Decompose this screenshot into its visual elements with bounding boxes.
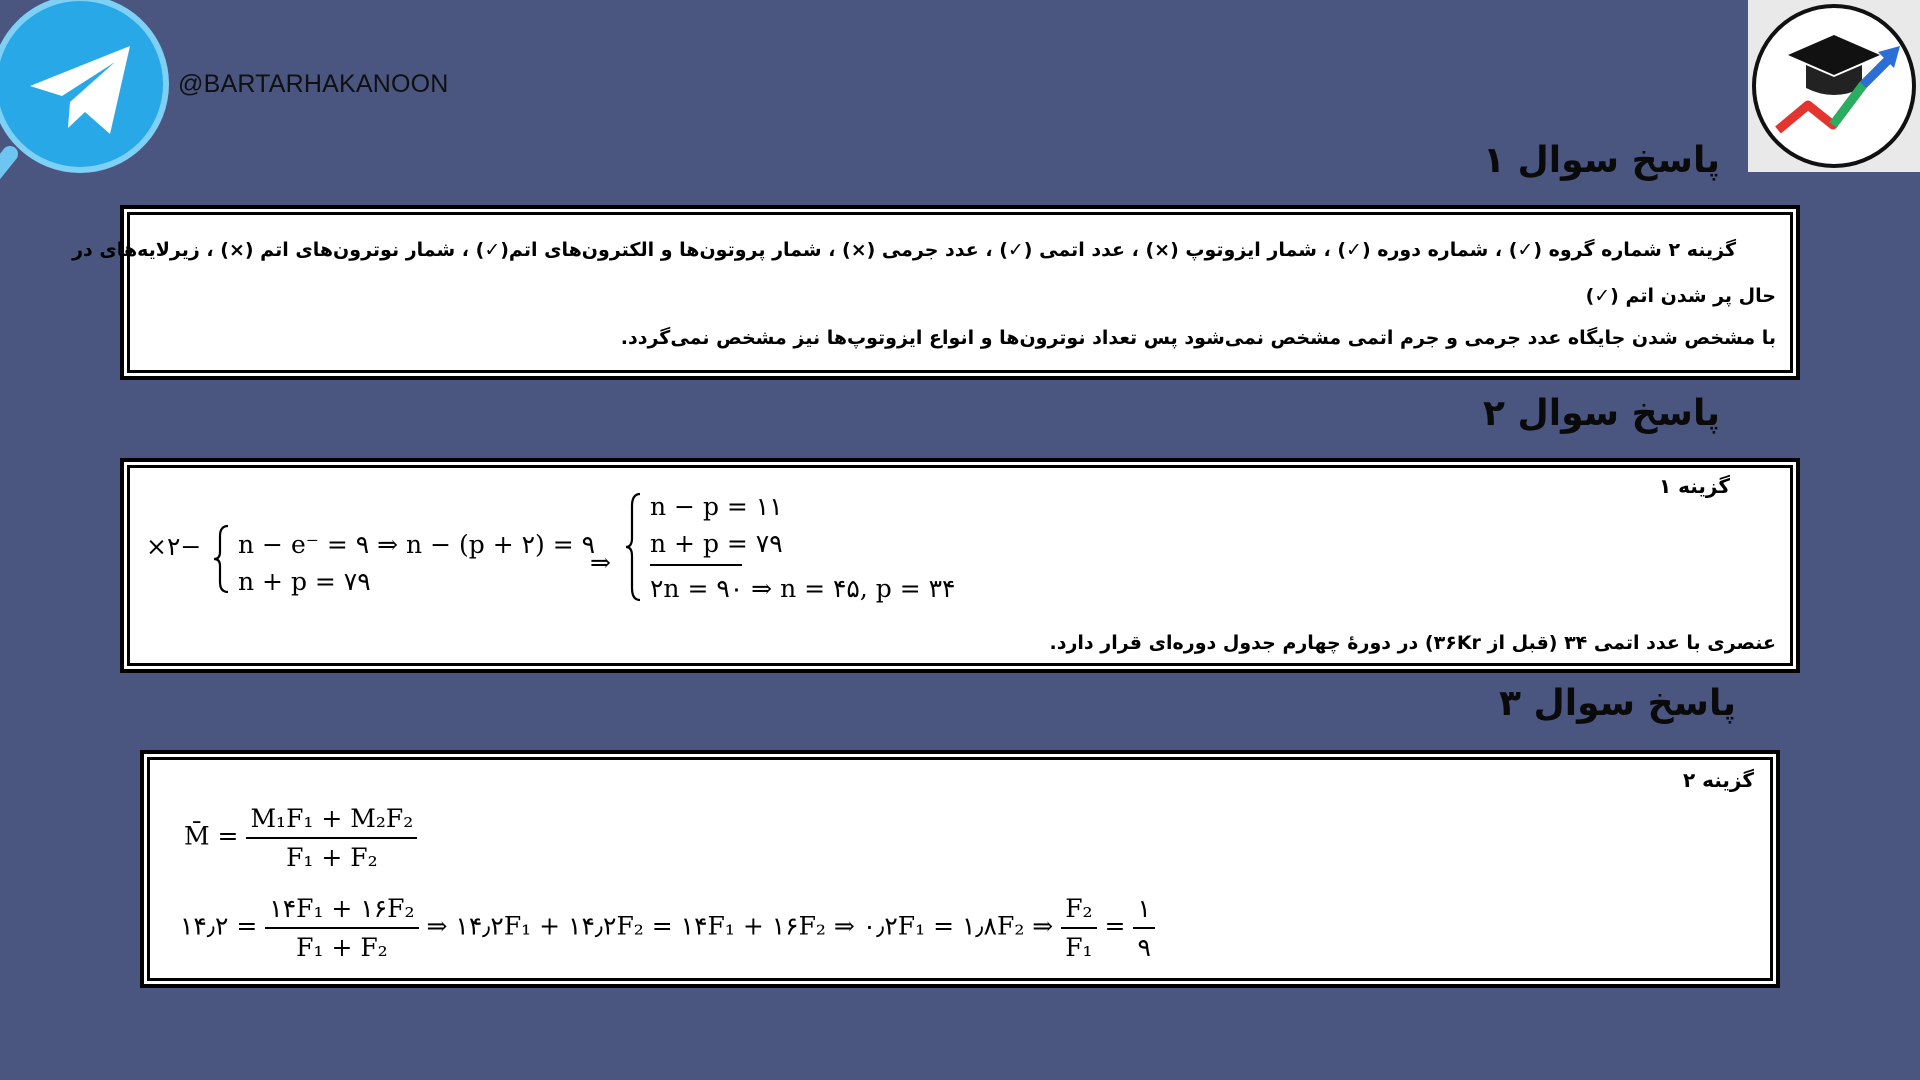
graduation-cap-growth-logo	[1748, 0, 1920, 172]
eq-system-b-line-2: n + p = ۷۹	[650, 529, 783, 558]
answer-2-note: عنصری با عدد اتمی ۳۴ (قبل از ۳۶Kr) در دورهٔ چهارم جدول دوره‌ای قرار دارد.	[1049, 632, 1776, 654]
channel-handle[interactable]: @BARTARHAKANOON	[178, 70, 449, 98]
left-brace-icon	[212, 524, 232, 594]
answer-1-line-3: با مشخص شدن جایگاه عدد جرمی و جرم اتمی مشخص نمی‌شود پس تعداد نوترون‌ها و انواع ایزوتوپ‌ها نیز مشخص نمی‌گردد.	[620, 327, 1776, 349]
answer-2-option: گزینه ۱	[1658, 474, 1730, 498]
ratio-numerator: F₂	[1061, 894, 1096, 929]
answer-box-1	[72, 205, 1800, 380]
ratio-denominator: F₁	[1065, 933, 1093, 962]
eq-system-a-line-1: n − e⁻ = ۹ ⇒ n − (p + ۲) = ۹	[238, 530, 596, 559]
answer-3-option: گزینه ۲	[1682, 768, 1754, 792]
sum-rule-line	[650, 564, 742, 566]
eq-multiplier: ×۲−	[146, 532, 202, 561]
calc-middle: ⇒ ۱۴٫۲F₁ + ۱۴٫۲F₂ = ۱۴F₁ + ۱۶F₂ ⇒ ۰٫۲F₁ = ۱٫۸F₂ ⇒	[426, 911, 1054, 941]
answer-1-line-2: حال پر شدن اتم (✓)	[1585, 285, 1776, 307]
mean-mass-fraction	[246, 804, 417, 872]
ratio-fraction	[1061, 894, 1096, 962]
mean-mass-numerator: M₁F₁ + M₂F₂	[246, 804, 417, 839]
calc-fraction	[265, 894, 418, 962]
answer-box-3	[140, 750, 1780, 988]
mean-mass-formula	[184, 804, 417, 872]
answer-box-2	[120, 458, 1800, 673]
result-equals: =	[1104, 911, 1126, 941]
mean-mass-denominator: F₁ + F₂	[286, 843, 378, 872]
calc-denominator: F₁ + F₂	[296, 933, 388, 962]
section-1-heading: پاسخ سوال ۱	[1483, 140, 1720, 181]
result-denominator: ۹	[1137, 933, 1151, 962]
mean-mass-lhs: M̄ =	[184, 821, 239, 851]
calc-lhs: ۱۴٫۲ =	[180, 911, 258, 941]
section-2-heading: پاسخ سوال ۲	[1483, 393, 1720, 434]
result-numerator: ۱	[1133, 894, 1154, 929]
eq-system-a-line-2: n + p = ۷۹	[238, 567, 371, 596]
answer-1-line-1: گزینه ۲ شماره گروه (✓) ، شماره دوره (✓) ، شمار ایزوتوپ (×) ، عدد اتمی (✓) ، عدد جرمی (×) ، شمار پروتون‌ها و الکترون‌های اتم(✓) ، شمار نوترون‌های اتم (×) ، زیرلایه‌های در	[72, 239, 1736, 261]
result-fraction	[1133, 894, 1154, 962]
calculation-line	[180, 894, 1155, 962]
eq-implies-arrow: ⇒	[590, 548, 611, 577]
calc-numerator: ۱۴F₁ + ۱۶F₂	[265, 894, 418, 929]
eq-system-b-line-1: n − p = ۱۱	[650, 492, 783, 521]
left-brace-icon	[624, 492, 644, 602]
eq-system-b-line-3: ۲n = ۹۰ ⇒ n = ۴۵, p = ۳۴	[650, 574, 956, 603]
telegram-icon	[0, 0, 180, 184]
section-3-heading: پاسخ سوال ۳	[1499, 683, 1736, 724]
